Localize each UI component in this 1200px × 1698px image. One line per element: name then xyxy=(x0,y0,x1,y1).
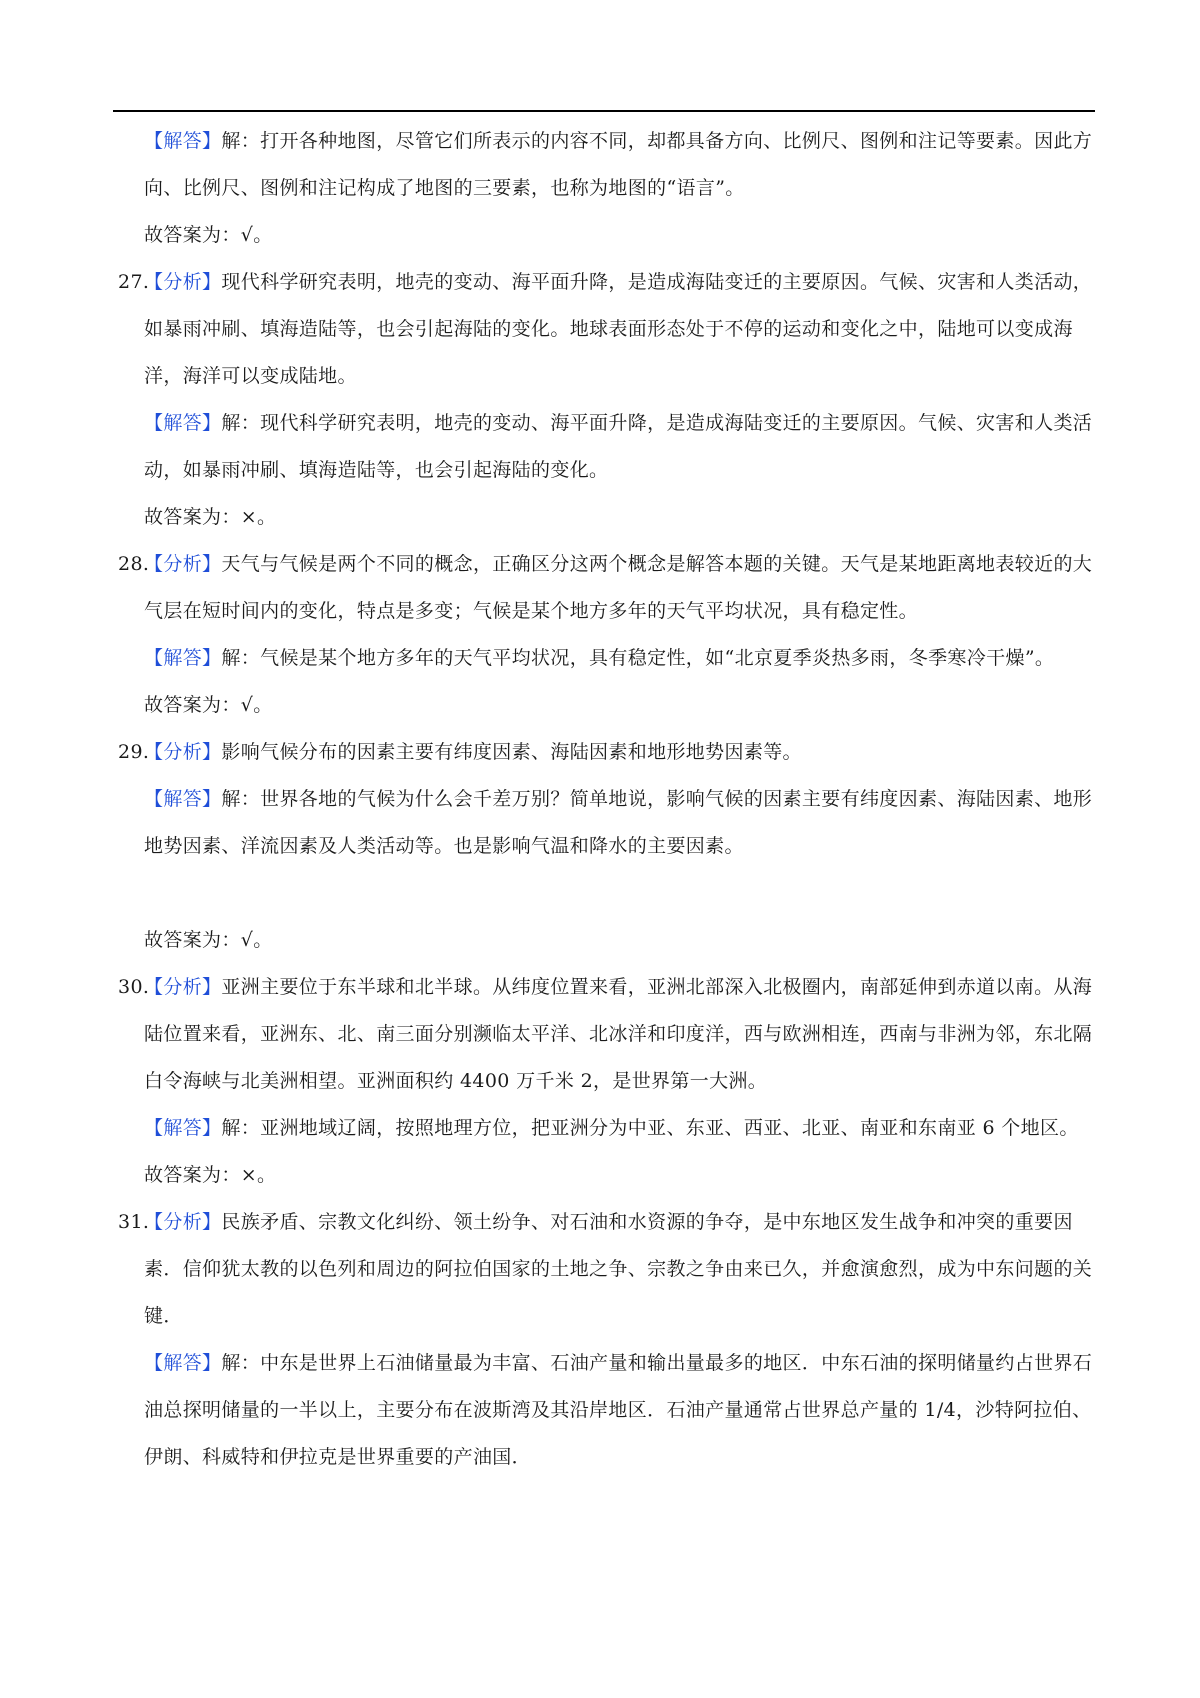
item-29-analysis xyxy=(118,729,1094,776)
answer-text: 解：现代科学研究表明，地壳的变动、海平面升降，是造成海陆变迁的主要原因。气候、灾害和人类活动，如暴雨冲刷、填海造陆等，也会引起海陆的变化。 xyxy=(144,412,1093,481)
analysis-tag: 【分析】 xyxy=(144,976,222,998)
answer-tag: 【解答】 xyxy=(144,412,222,434)
item-28-answer xyxy=(118,635,1094,682)
item-number: 28. xyxy=(118,553,150,575)
item-30-conclusion: 故答案为：×。 xyxy=(144,1164,277,1186)
analysis-text: 民族矛盾、宗教文化纠纷、领土纷争、对石油和水资源的争夺，是中东地区发生战争和冲突的重要因素．信仰犹太教的以色列和周边的阿拉伯国家的土地之争、宗教之争由来已久，并愈演愈烈，成为中东问题的关键． xyxy=(144,1211,1093,1327)
item-28-analysis xyxy=(118,541,1094,635)
analysis-text: 亚洲主要位于东半球和北半球。从纬度位置来看，亚洲北部深入北极圈内，南部延伸到赤道以南。从海陆位置来看，亚洲东、北、南三面分别濒临太平洋、北冰洋和印度洋，西与欧洲相连，西南与非洲为邻，东北隔白令海峡与北美洲相望。亚洲面积约 4400 万千米 2，是世界第一大洲。 xyxy=(144,976,1093,1092)
item-27-analysis xyxy=(118,259,1094,400)
answer-text: 解：打开各种地图，尽管它们所表示的内容不同，却都具备方向、比例尺、图例和注记等要素。因此方向、比例尺、图例和注记构成了地图的三要素，也称为地图的“语言”。 xyxy=(144,130,1093,199)
item-27-answer xyxy=(118,400,1094,494)
analysis-tag: 【分析】 xyxy=(144,271,222,293)
item-number: 29. xyxy=(118,741,150,763)
answer-tag: 【解答】 xyxy=(144,1117,222,1139)
analysis-text: 天气与气候是两个不同的概念，正确区分这两个概念是解答本题的关键。天气是某地距离地表较近的大气层在短时间内的变化，特点是多变；气候是某个地方多年的天气平均状况，具有稳定性。 xyxy=(144,553,1093,622)
analysis-text: 现代科学研究表明，地壳的变动、海平面升降，是造成海陆变迁的主要原因。气候、灾害和人类活动，如暴雨冲刷、填海造陆等，也会引起海陆的变化。地球表面形态处于不停的运动和变化之中，陆地可以变成海洋，海洋可以变成陆地。 xyxy=(144,271,1093,387)
blank-line xyxy=(118,870,1094,917)
intro-answer xyxy=(118,118,1094,212)
answer-text: 解：世界各地的气候为什么会千差万别？简单地说，影响气候的因素主要有纬度因素、海陆因素、地形地势因素、洋流因素及人类活动等。也是影响气温和降水的主要因素。 xyxy=(144,788,1093,857)
answer-tag: 【解答】 xyxy=(144,1352,222,1374)
analysis-text: 影响气候分布的因素主要有纬度因素、海陆因素和地形地势因素等。 xyxy=(221,741,802,763)
item-31-analysis xyxy=(118,1199,1094,1340)
header-rule xyxy=(113,110,1095,112)
answer-text: 解：气候是某个地方多年的天气平均状况，具有稳定性，如“北京夏季炎热多雨，冬季寒冷干燥”。 xyxy=(221,647,1055,669)
document-content xyxy=(118,118,1094,1481)
analysis-tag: 【分析】 xyxy=(144,1211,222,1233)
item-number: 30. xyxy=(118,976,150,998)
item-29-conclusion: 故答案为：√。 xyxy=(144,929,273,951)
analysis-tag: 【分析】 xyxy=(144,741,222,763)
answer-tag: 【解答】 xyxy=(144,130,222,152)
answer-text: 解：中东是世界上石油储量最为丰富、石油产量和输出量最多的地区．中东石油的探明储量约占世界石油总探明储量的一半以上，主要分布在波斯湾及其沿岸地区．石油产量通常占世界总产量的 1/4，沙特阿拉伯、伊朗、科威特和伊拉克是世界重要的产油国． xyxy=(144,1352,1093,1468)
item-31-answer xyxy=(118,1340,1094,1481)
item-27-conclusion: 故答案为：×。 xyxy=(144,506,277,528)
intro-conclusion: 故答案为：√。 xyxy=(144,224,273,246)
answer-tag: 【解答】 xyxy=(144,647,222,669)
item-30-answer xyxy=(118,1105,1094,1152)
answer-tag: 【解答】 xyxy=(144,788,222,810)
item-number: 27. xyxy=(118,271,150,293)
item-28-conclusion: 故答案为：√。 xyxy=(144,694,273,716)
item-29-answer xyxy=(118,776,1094,870)
item-number: 31. xyxy=(118,1211,150,1233)
analysis-tag: 【分析】 xyxy=(144,553,222,575)
answer-text: 解：亚洲地域辽阔，按照地理方位，把亚洲分为中亚、东亚、西亚、北亚、南亚和东南亚 6 个地区。 xyxy=(221,1117,1079,1139)
item-30-analysis xyxy=(118,964,1094,1105)
